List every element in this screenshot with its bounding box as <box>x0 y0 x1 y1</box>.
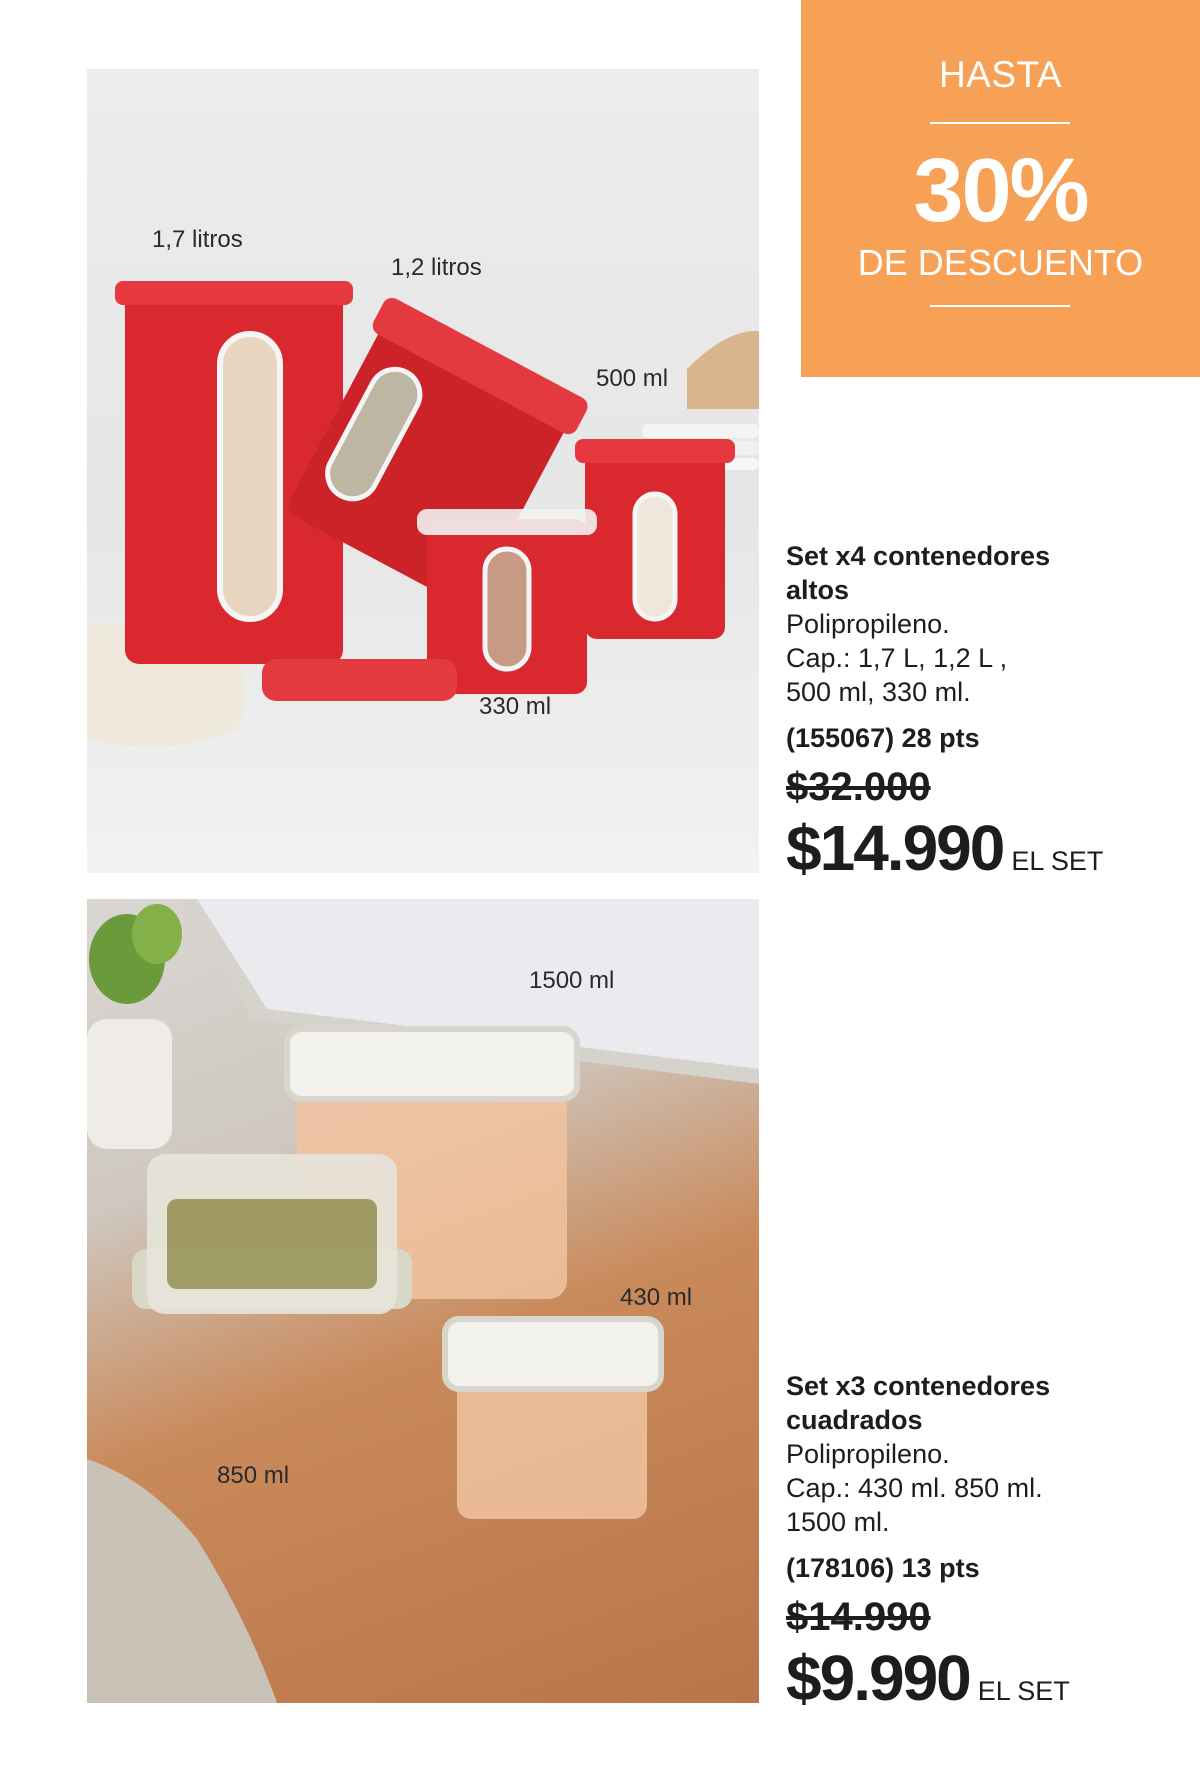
product-name: Set x4 contenedores <box>786 541 1051 571</box>
discount-badge <box>801 0 1200 377</box>
original-price: $14.990 <box>786 1595 931 1639</box>
product-material: Polipropileno. <box>786 1439 950 1469</box>
badge-hasta: HASTA <box>938 54 1063 95</box>
product-info-square-set <box>786 1369 1186 1713</box>
sale-price: $14.990 <box>786 812 1004 884</box>
capacity-label-1500ml: 1500 ml <box>529 967 615 994</box>
product-capacity-cont: 1500 ml. <box>786 1507 890 1537</box>
capacity-label-330ml: 330 ml <box>479 693 552 720</box>
badge-discount-text: DE DESCUENTO <box>857 242 1144 283</box>
tall-containers-illustration <box>87 69 759 873</box>
product-capacity: Cap.: 430 ml. 850 ml. <box>786 1473 1043 1503</box>
sale-price-row <box>786 1643 1186 1713</box>
capacity-label-500ml: 500 ml <box>596 365 669 392</box>
product-material: Polipropileno. <box>786 609 950 639</box>
product-info-tall-set <box>786 539 1186 883</box>
product-photo-square-containers <box>87 899 759 1703</box>
product-capacity-cont: 500 ml, 330 ml. <box>786 677 971 707</box>
product-code-points: (178106) 13 pts <box>786 1553 980 1583</box>
capacity-label-430ml: 430 ml <box>620 1284 693 1311</box>
price-unit: EL SET <box>977 1676 1070 1706</box>
product-photo-tall-containers <box>87 69 759 873</box>
sale-price-row <box>786 813 1186 883</box>
capacity-label-1-2l: 1,2 litros <box>391 254 482 281</box>
original-price: $32.000 <box>786 765 931 809</box>
sale-price: $9.990 <box>786 1642 970 1714</box>
badge-percent: 30% <box>913 141 1088 241</box>
product-capacity: Cap.: 1,7 L, 1,2 L , <box>786 643 1008 673</box>
product-name: Set x3 contenedores <box>786 1371 1051 1401</box>
product-name-cont: cuadrados <box>786 1405 923 1435</box>
badge-divider-top <box>930 122 1070 124</box>
capacity-label-850ml: 850 ml <box>217 1462 290 1489</box>
badge-divider-bottom <box>930 305 1070 307</box>
product-code-points: (155067) 28 pts <box>786 723 980 753</box>
capacity-label-1-7l: 1,7 litros <box>152 226 243 253</box>
product-name-cont: altos <box>786 575 850 605</box>
price-unit: EL SET <box>1011 846 1104 876</box>
